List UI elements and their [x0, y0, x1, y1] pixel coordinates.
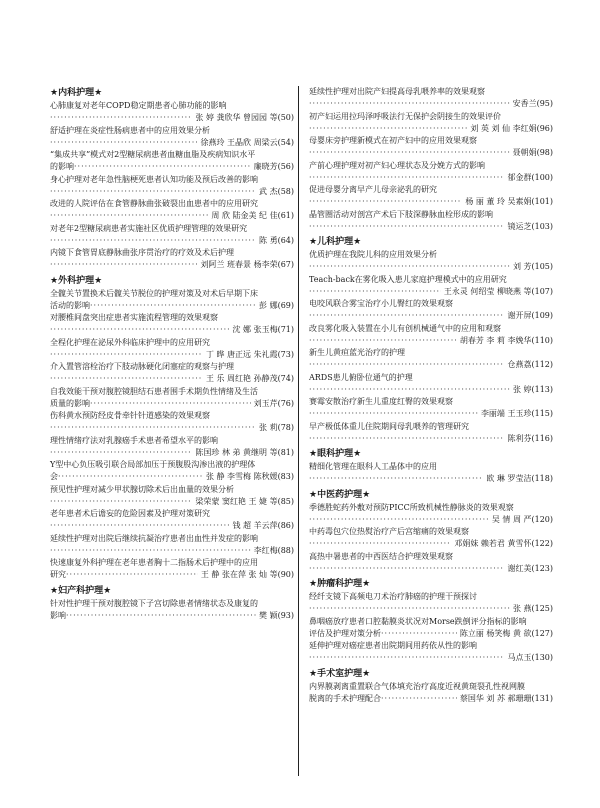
toc-entry[interactable]: [309, 160, 553, 185]
authors-and-page: 谢开屏(109): [507, 311, 553, 321]
authors-and-page: 李红梅(88): [253, 545, 294, 555]
article-title: Y型中心负压吸引联合局部加压于预腹股沟渗出液的护理体: [50, 460, 256, 469]
authors-and-page: 郁金群(100): [507, 172, 553, 182]
toc-entry[interactable]: [309, 347, 553, 372]
authors-and-page: 谢红美(123): [507, 563, 553, 573]
toc-entry[interactable]: [309, 461, 553, 486]
dot-leader: [309, 335, 457, 347]
article-title: 针对性护理干预对腹腔镜下子宫切除患者情绪状态及康复的: [50, 598, 258, 608]
authors-and-page: 王永灵 何绍莹 柳晓燕 等(107): [443, 286, 553, 296]
authors-and-page: 廉晓芳(56): [253, 162, 294, 172]
dot-leader: [309, 359, 504, 371]
toc-entry[interactable]: [50, 247, 294, 272]
dot-leader: [74, 161, 251, 173]
entry-meta-line: [309, 98, 553, 110]
authors-and-page: 杨 丽 董 玲 吴素娟(101): [465, 197, 553, 207]
authors-and-page: 张 燕(125): [512, 604, 553, 614]
article-title: 老年患者术后谵妄的危险因素及护理对策研究: [50, 509, 210, 518]
authors-and-page: 安香兰(95): [512, 99, 553, 109]
toc-entry[interactable]: [50, 174, 294, 199]
authors-and-page: 周 欣 陆金美 纪 佳(61): [211, 211, 294, 221]
entry-meta-line: [309, 221, 553, 233]
section-heading: ★儿科护理★: [309, 237, 362, 247]
dot-leader: [309, 172, 504, 184]
article-title: 内镜下食管胃底静脉曲张序贯治疗的疗效及术后护理: [50, 248, 234, 257]
dot-leader: [309, 433, 504, 445]
authors-and-page: 钱 超 羊云萍(86): [232, 521, 294, 531]
article-title: 中药毒包穴位热熨治疗产后宫缩痛的效果观察: [309, 527, 469, 536]
article-title-continuation: 质量的影响: [50, 398, 90, 408]
article-title-continuation: 研究: [50, 570, 66, 580]
dot-leader: [309, 652, 504, 664]
authors-and-page: 徐燕玲 王晶欣 周梁云(54): [200, 137, 294, 147]
dot-leader: [50, 259, 197, 271]
article-title-continuation: 评估及护理对策分析: [309, 628, 381, 638]
dot-leader: [309, 384, 510, 396]
authors-and-page: 梁荣蒙 窦红艳 王 婕 等(85): [195, 496, 294, 506]
toc-entry[interactable]: [309, 135, 553, 160]
toc-entry[interactable]: [309, 372, 553, 397]
toc-entry[interactable]: [50, 508, 294, 533]
authors-and-page: 张 静 李雪梅 陈秋媛(83): [205, 472, 294, 482]
authors-and-page: 镜运芝(103): [507, 221, 553, 231]
article-title: 赛霉安散治疗新生儿重度红臀的效果观察: [309, 397, 453, 406]
article-title: Teach-back在雾化吸入患儿家庭护理模式中的应用研究: [309, 274, 507, 284]
authors-and-page: 吴 情 周 严(120): [491, 514, 553, 524]
article-title: 介入置管溶栓治疗下肢动脉硬化闭塞症的观察与护理: [50, 362, 234, 371]
toc-entry[interactable]: [50, 533, 294, 558]
dot-leader: [66, 610, 256, 622]
toc-entry[interactable]: [309, 184, 553, 209]
article-title: 高热中暑患者的中西医结合护理效果观察: [309, 551, 453, 561]
dot-leader: [309, 98, 510, 110]
article-title: 优质护理在我院儿科的应用效果分析: [309, 250, 437, 259]
authors-and-page: 刘 芳(105): [512, 262, 553, 272]
authors-and-page: 刘 英 刘 仙 李红娟(96): [470, 123, 553, 133]
toc-entry[interactable]: [309, 551, 553, 576]
entry-meta-line: [50, 112, 294, 124]
entry-meta-line: [50, 569, 294, 581]
dot-leader: [90, 398, 251, 410]
dot-leader: [50, 324, 229, 336]
dot-leader: [309, 196, 462, 208]
dot-leader: [50, 422, 256, 434]
toc-entry[interactable]: [50, 598, 294, 623]
dot-leader: [50, 112, 192, 124]
entry-meta-line: [50, 186, 294, 198]
article-title: 电咬风联合雾宝治疗小儿臀红的效果观察: [309, 299, 453, 308]
entry-meta-line: [309, 196, 553, 208]
article-title-continuation: 影响: [50, 610, 66, 620]
entry-meta-line: [50, 398, 294, 410]
authors-and-page: 陈国珍 林 弟 黄继明 等(81): [195, 447, 294, 457]
article-title: 改良雾化吸入装置在小儿有创机械通气中的应用和观察: [309, 323, 501, 333]
entry-meta-line: [50, 300, 294, 312]
article-title: 对老年2型糖尿病患者实施社区优质护理管理的效果研究: [50, 223, 248, 233]
dot-leader: [50, 349, 203, 361]
entry-meta-line: [50, 259, 294, 271]
toc-left-column: [50, 86, 294, 622]
dot-leader: [50, 137, 197, 149]
section-heading: ★手术室护理★: [309, 668, 371, 679]
toc-entry[interactable]: [50, 386, 294, 411]
article-title: 季德胜蛇药外敷对预防PICC所致机械性静脉炎的效果观察: [309, 502, 514, 512]
dot-leader: [381, 628, 457, 640]
entry-meta-line: [50, 447, 294, 459]
toc-entry[interactable]: [309, 526, 553, 551]
entry-meta-line: [50, 349, 294, 361]
article-title: ARDS患儿俯卧位通气的护理: [309, 372, 413, 382]
toc-entry[interactable]: [309, 111, 553, 136]
entry-meta-line: [309, 384, 553, 396]
article-title: 促进母婴分离早产儿母亲泌乳的研究: [309, 185, 437, 194]
dot-leader: [309, 408, 478, 420]
entry-meta-line: [309, 514, 553, 526]
dot-leader: [50, 186, 256, 198]
dot-leader: [66, 569, 198, 581]
entry-meta-line: [309, 563, 553, 575]
article-title: 延续性护理对出院后继续抗凝治疗患者出血性并发症的影响: [50, 533, 258, 543]
authors-and-page: 张 莉(78): [259, 423, 294, 433]
article-title: 内界膜剥离重置联合气体填充治疗高度近视黄斑裂孔性视网膜: [309, 681, 525, 691]
entry-meta-line: [309, 335, 553, 347]
article-title: 鼻咽癌放疗患者口腔黏膜炎状况对Morse跌倒评分指标的影响: [309, 616, 527, 626]
entry-meta-line: [50, 210, 294, 222]
dot-leader: [309, 123, 467, 135]
entry-meta-line: [309, 408, 553, 420]
article-title-continuation: 会: [50, 472, 58, 482]
authors-and-page: 王 静 张在萍 张 灿 等(90): [200, 570, 294, 580]
authors-and-page: 马点玉(130): [507, 653, 553, 663]
entry-meta-line: [309, 652, 553, 664]
dot-leader: [309, 286, 441, 298]
entry-meta-line: [50, 496, 294, 508]
article-title: “集成共享”模式对2型糖尿病患者血糖血脂及疾病知识水平: [50, 150, 256, 159]
authors-and-page: 刘玉芹(76): [253, 398, 294, 408]
article-title: 全髋关节置换术后髋关节脱位的护理对策及对术后早期下床: [50, 288, 258, 298]
dot-leader: [309, 310, 504, 322]
authors-and-page: 张 婷 龚欣华 曾园园 等(50): [195, 113, 294, 123]
toc-entry[interactable]: [50, 198, 294, 223]
section-heading: ★中医药护理★: [309, 489, 371, 500]
article-title: 心肺康复对老年COPD稳定期患者心肺功能的影响: [50, 101, 227, 110]
toc-entry[interactable]: [309, 249, 553, 274]
entry-meta-line: [50, 520, 294, 532]
toc-entry[interactable]: [50, 223, 294, 248]
dot-leader: [309, 147, 510, 159]
toc-entry[interactable]: [50, 312, 294, 337]
toc-entry[interactable]: [309, 616, 553, 641]
entry-meta-line: [50, 545, 294, 557]
article-title: 晶管圈活动对剖宫产术后下肢深静脉血栓形成的影响: [309, 209, 493, 219]
authors-and-page: 樊 颖(93): [259, 610, 294, 620]
dot-leader: [50, 447, 192, 459]
toc-entry[interactable]: [309, 274, 553, 299]
toc-entry[interactable]: [309, 421, 553, 446]
entry-meta-line: [309, 147, 553, 159]
authors-and-page: 王 乐 周红艳 孙静茂(74): [205, 374, 294, 384]
toc-entry[interactable]: [309, 396, 553, 421]
entry-meta-line: [309, 473, 553, 485]
dot-leader: [90, 300, 256, 312]
section-heading: ★妇产科护理★: [50, 585, 112, 596]
authors-and-page: 彭 娜(69): [259, 300, 294, 310]
authors-and-page: 欧 琳 罗莹洁(118): [486, 474, 553, 484]
article-title-continuation: 的影响: [50, 162, 74, 172]
toc-entry[interactable]: [50, 435, 294, 460]
entry-meta-line: [50, 235, 294, 247]
section-heading: ★肿瘤科护理★: [309, 579, 371, 589]
authors-and-page: 胡春芳 李 莉 李娩华(110): [459, 335, 553, 345]
authors-and-page: 沈 娜 张玉梅(71): [232, 325, 294, 335]
entry-meta-line: [309, 123, 553, 135]
entry-meta-line: [50, 373, 294, 385]
dot-leader: [309, 514, 489, 526]
entry-meta-line: [309, 172, 553, 184]
entry-meta-line: [50, 471, 294, 483]
article-title: 经纤支镜下高频电刀术治疗肺癌的护理干预探讨: [309, 592, 477, 601]
entry-meta-line: [309, 693, 553, 705]
article-title: 舒适护理在炎症性肠病患者中的应用效果分析: [50, 125, 210, 135]
toc-entry[interactable]: [50, 361, 294, 386]
authors-and-page: 仓燕荔(112): [507, 360, 553, 370]
article-title: 身心护理对老年急性脑梗死患者认知功能及预后改善的影响: [50, 174, 258, 184]
article-title: 快速康复外科护理在老年患者胸十二指肠术后护理中的应用: [50, 558, 258, 567]
toc-entry[interactable]: [50, 484, 294, 509]
authors-and-page: 丁 晔 唐正远 朱礼霞(73): [205, 349, 294, 359]
toc-entry[interactable]: [309, 502, 553, 527]
dot-leader: [50, 520, 229, 532]
toc-right-column: [309, 86, 553, 705]
article-title: 产前心理护理对初产妇心理状态及分娩方式的影响: [309, 160, 485, 170]
section-heading: ★外科护理★: [50, 275, 103, 286]
article-title-continuation: 脱离的手术护理配合: [309, 693, 381, 703]
toc-entry[interactable]: [50, 149, 294, 174]
authors-and-page: 聂朝娟(98): [512, 148, 553, 158]
article-title: 精细化管理在眼科人工晶体中的应用: [309, 462, 437, 471]
toc-entry[interactable]: [309, 591, 553, 616]
entry-meta-line: [309, 603, 553, 615]
article-title: 延续性护理对出院产妇提高母乳喂养率的效果观察: [309, 87, 485, 96]
article-title: 早产极低体重儿住院期间母乳喂养的管理研究: [309, 421, 469, 431]
article-title: 理性情绪疗法对乳腺癌手术患者希望水平的影响: [50, 435, 218, 445]
toc-entry[interactable]: [50, 100, 294, 125]
entry-meta-line: [309, 286, 553, 298]
article-title: 新生儿黄疸蓝光治疗的护理: [309, 348, 405, 357]
article-title: 初产妇运用拉玛泽呼吸法行无保护会阴接生的效果评价: [309, 111, 501, 121]
dot-leader: [381, 693, 457, 705]
entry-meta-line: [309, 628, 553, 640]
entry-meta-line: [50, 137, 294, 149]
authors-and-page: 陈 勇(64): [259, 235, 294, 245]
entry-meta-line: [50, 422, 294, 434]
authors-and-page: 张 婷(113): [512, 384, 553, 394]
toc-entry[interactable]: [50, 288, 294, 313]
authors-and-page: 李丽端 王玉珍(115): [480, 409, 553, 419]
article-title: 伤科黄水预防经皮骨牵针针道感染的效果观察: [50, 411, 210, 420]
authors-and-page: 蔡国华 刘 苏 郝珊珊(131): [459, 693, 553, 703]
toc-entry[interactable]: [309, 681, 553, 706]
dot-leader: [50, 373, 203, 385]
dot-leader: [309, 473, 483, 485]
article-title-continuation: 活动的影响: [50, 300, 90, 310]
section-heading: ★眼科护理★: [309, 449, 362, 459]
article-title: 对腰椎间盘突出症患者实施流程管理的效果观察: [50, 313, 218, 322]
dot-leader: [309, 261, 510, 273]
authors-and-page: 刘阿兰 班春景 杨李荣(67): [200, 260, 294, 270]
entry-meta-line: [309, 433, 553, 445]
toc-entry[interactable]: [309, 86, 553, 111]
article-title: 延伸护理对癌症患者出院期间用药依从性的影响: [309, 641, 477, 650]
authors-and-page: 陈立丽 杨笑梅 黄 欲(127): [459, 628, 553, 638]
dot-leader: [50, 210, 208, 222]
toc-entry[interactable]: [50, 557, 294, 582]
toc-entry[interactable]: [50, 459, 294, 484]
article-title: 改进的人院评估在食管静脉曲张破裂出血患者中的应用研究: [50, 199, 258, 208]
entry-meta-line: [309, 310, 553, 322]
section-heading: ★内科护理★: [50, 88, 103, 98]
article-title: 母婴床旁护理新模式在初产妇中的应用效果观察: [309, 136, 477, 145]
article-title: 预见性护理对减少甲状腺切除术后出血量的效果分析: [50, 484, 234, 494]
dot-leader: [50, 496, 192, 508]
entry-meta-line: [309, 538, 553, 550]
toc-entry[interactable]: [309, 323, 553, 348]
column-divider: [298, 86, 299, 776]
entry-meta-line: [50, 610, 294, 622]
toc-entry[interactable]: [309, 298, 553, 323]
toc-entry[interactable]: [50, 337, 294, 362]
article-title: 全程化护理在泌尿外科临床护理中的应用研究: [50, 337, 210, 347]
dot-leader: [50, 545, 251, 557]
entry-meta-line: [309, 359, 553, 371]
article-title: 自我效能干预对腹腔镜胆结石患者围手术期负性情绪及生活: [50, 386, 258, 396]
authors-and-page: 邓娟妹 赖若君 黄雪怀(122): [454, 539, 553, 549]
entry-meta-line: [50, 324, 294, 336]
dot-leader: [50, 235, 256, 247]
entry-meta-line: [309, 261, 553, 273]
toc-entry[interactable]: [309, 640, 553, 665]
dot-leader: [58, 471, 203, 483]
dot-leader: [309, 603, 510, 615]
authors-and-page: 武 杰(58): [259, 186, 294, 196]
toc-entry[interactable]: [50, 125, 294, 150]
authors-and-page: 陈利芬(116): [507, 433, 553, 443]
dot-leader: [309, 538, 451, 550]
entry-meta-line: [50, 161, 294, 173]
toc-entry[interactable]: [50, 410, 294, 435]
toc-entry[interactable]: [309, 209, 553, 234]
dot-leader: [309, 563, 504, 575]
dot-leader: [309, 221, 504, 233]
